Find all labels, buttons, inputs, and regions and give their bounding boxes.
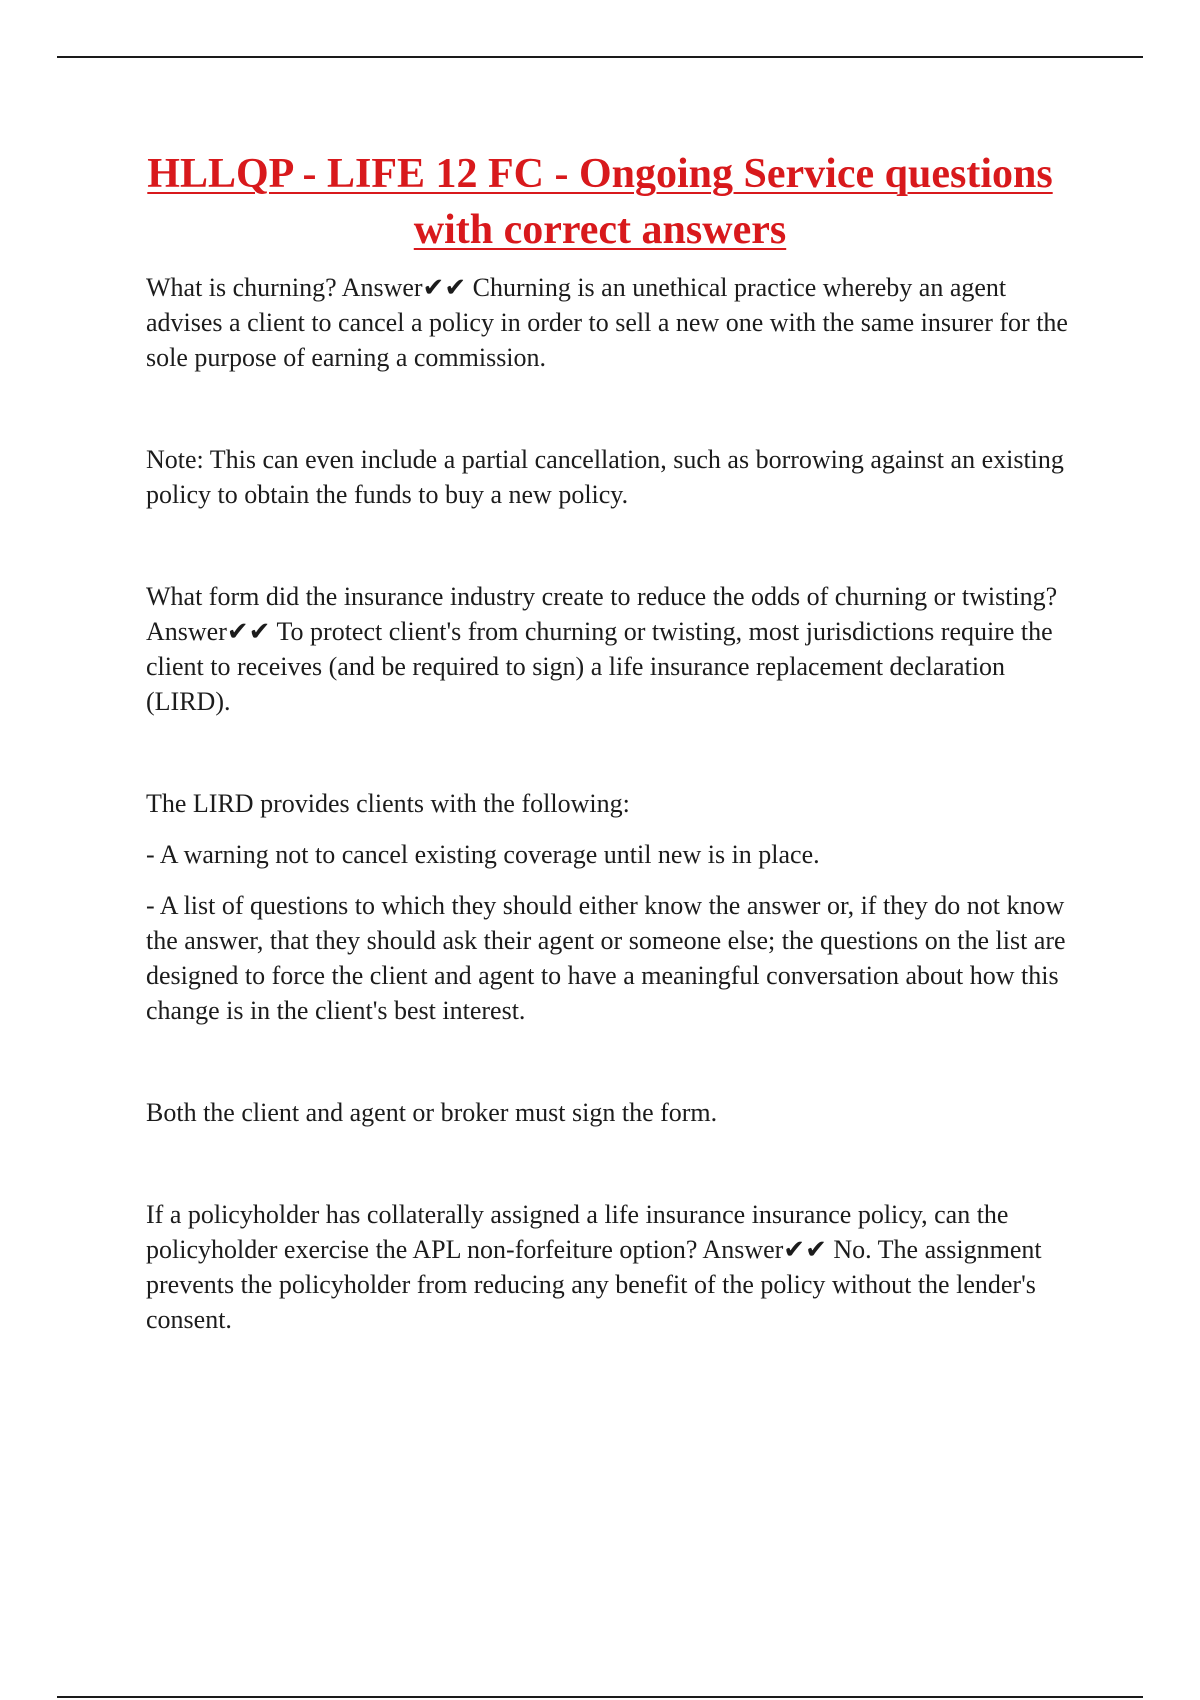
lird-bullet-questions: - A list of questions to which they should either know the answer or, if they do not know the answer, that they should ask their agent or someone else; the questions on the list are designed to force the client and agent to have a meaningful conversation about how this change is in the client's best interest. <box>146 891 1066 1025</box>
lird-intro: The LIRD provides clients with the following: <box>146 789 630 818</box>
bottom-rule <box>57 1696 1143 1698</box>
qa-collateral-assignment: If a policyholder has collaterally assigned a life insurance insurance policy, can the policyholder exercise the APL non-forfeiture option? Answer✔✔ No. The assignment prevents the policyholder from reducing any benefit of the policy without the lender's consent. <box>146 1200 1042 1334</box>
signature-note: Both the client and agent or broker must sign the form. <box>146 1098 718 1127</box>
note-partial-cancellation: Note: This can even include a partial cancellation, such as borrowing against an existing policy to obtain the funds to buy a new policy. <box>146 445 1064 509</box>
lird-bullet-warning: - A warning not to cancel existing coverage until new is in place. <box>146 840 820 869</box>
document-title: HLLQP - LIFE 12 FC - Ongoing Service questions with correct answers <box>147 151 1053 253</box>
top-rule <box>57 56 1143 58</box>
qa-churning: What is churning? Answer✔✔ Churning is an unethical practice whereby an agent advises a client to cancel a policy in order to sell a new one with the same insurer for the sole purpose of earning a commission. <box>146 273 1068 372</box>
document-body <box>146 270 1086 1337</box>
qa-lird-form: What form did the insurance industry create to reduce the odds of churning or twisting? Answer✔✔ To protect client's from churning or twisting, most jurisdictions require the client to receives (and be required to sign) a life insurance replacement declaration (LIRD). <box>146 582 1058 716</box>
